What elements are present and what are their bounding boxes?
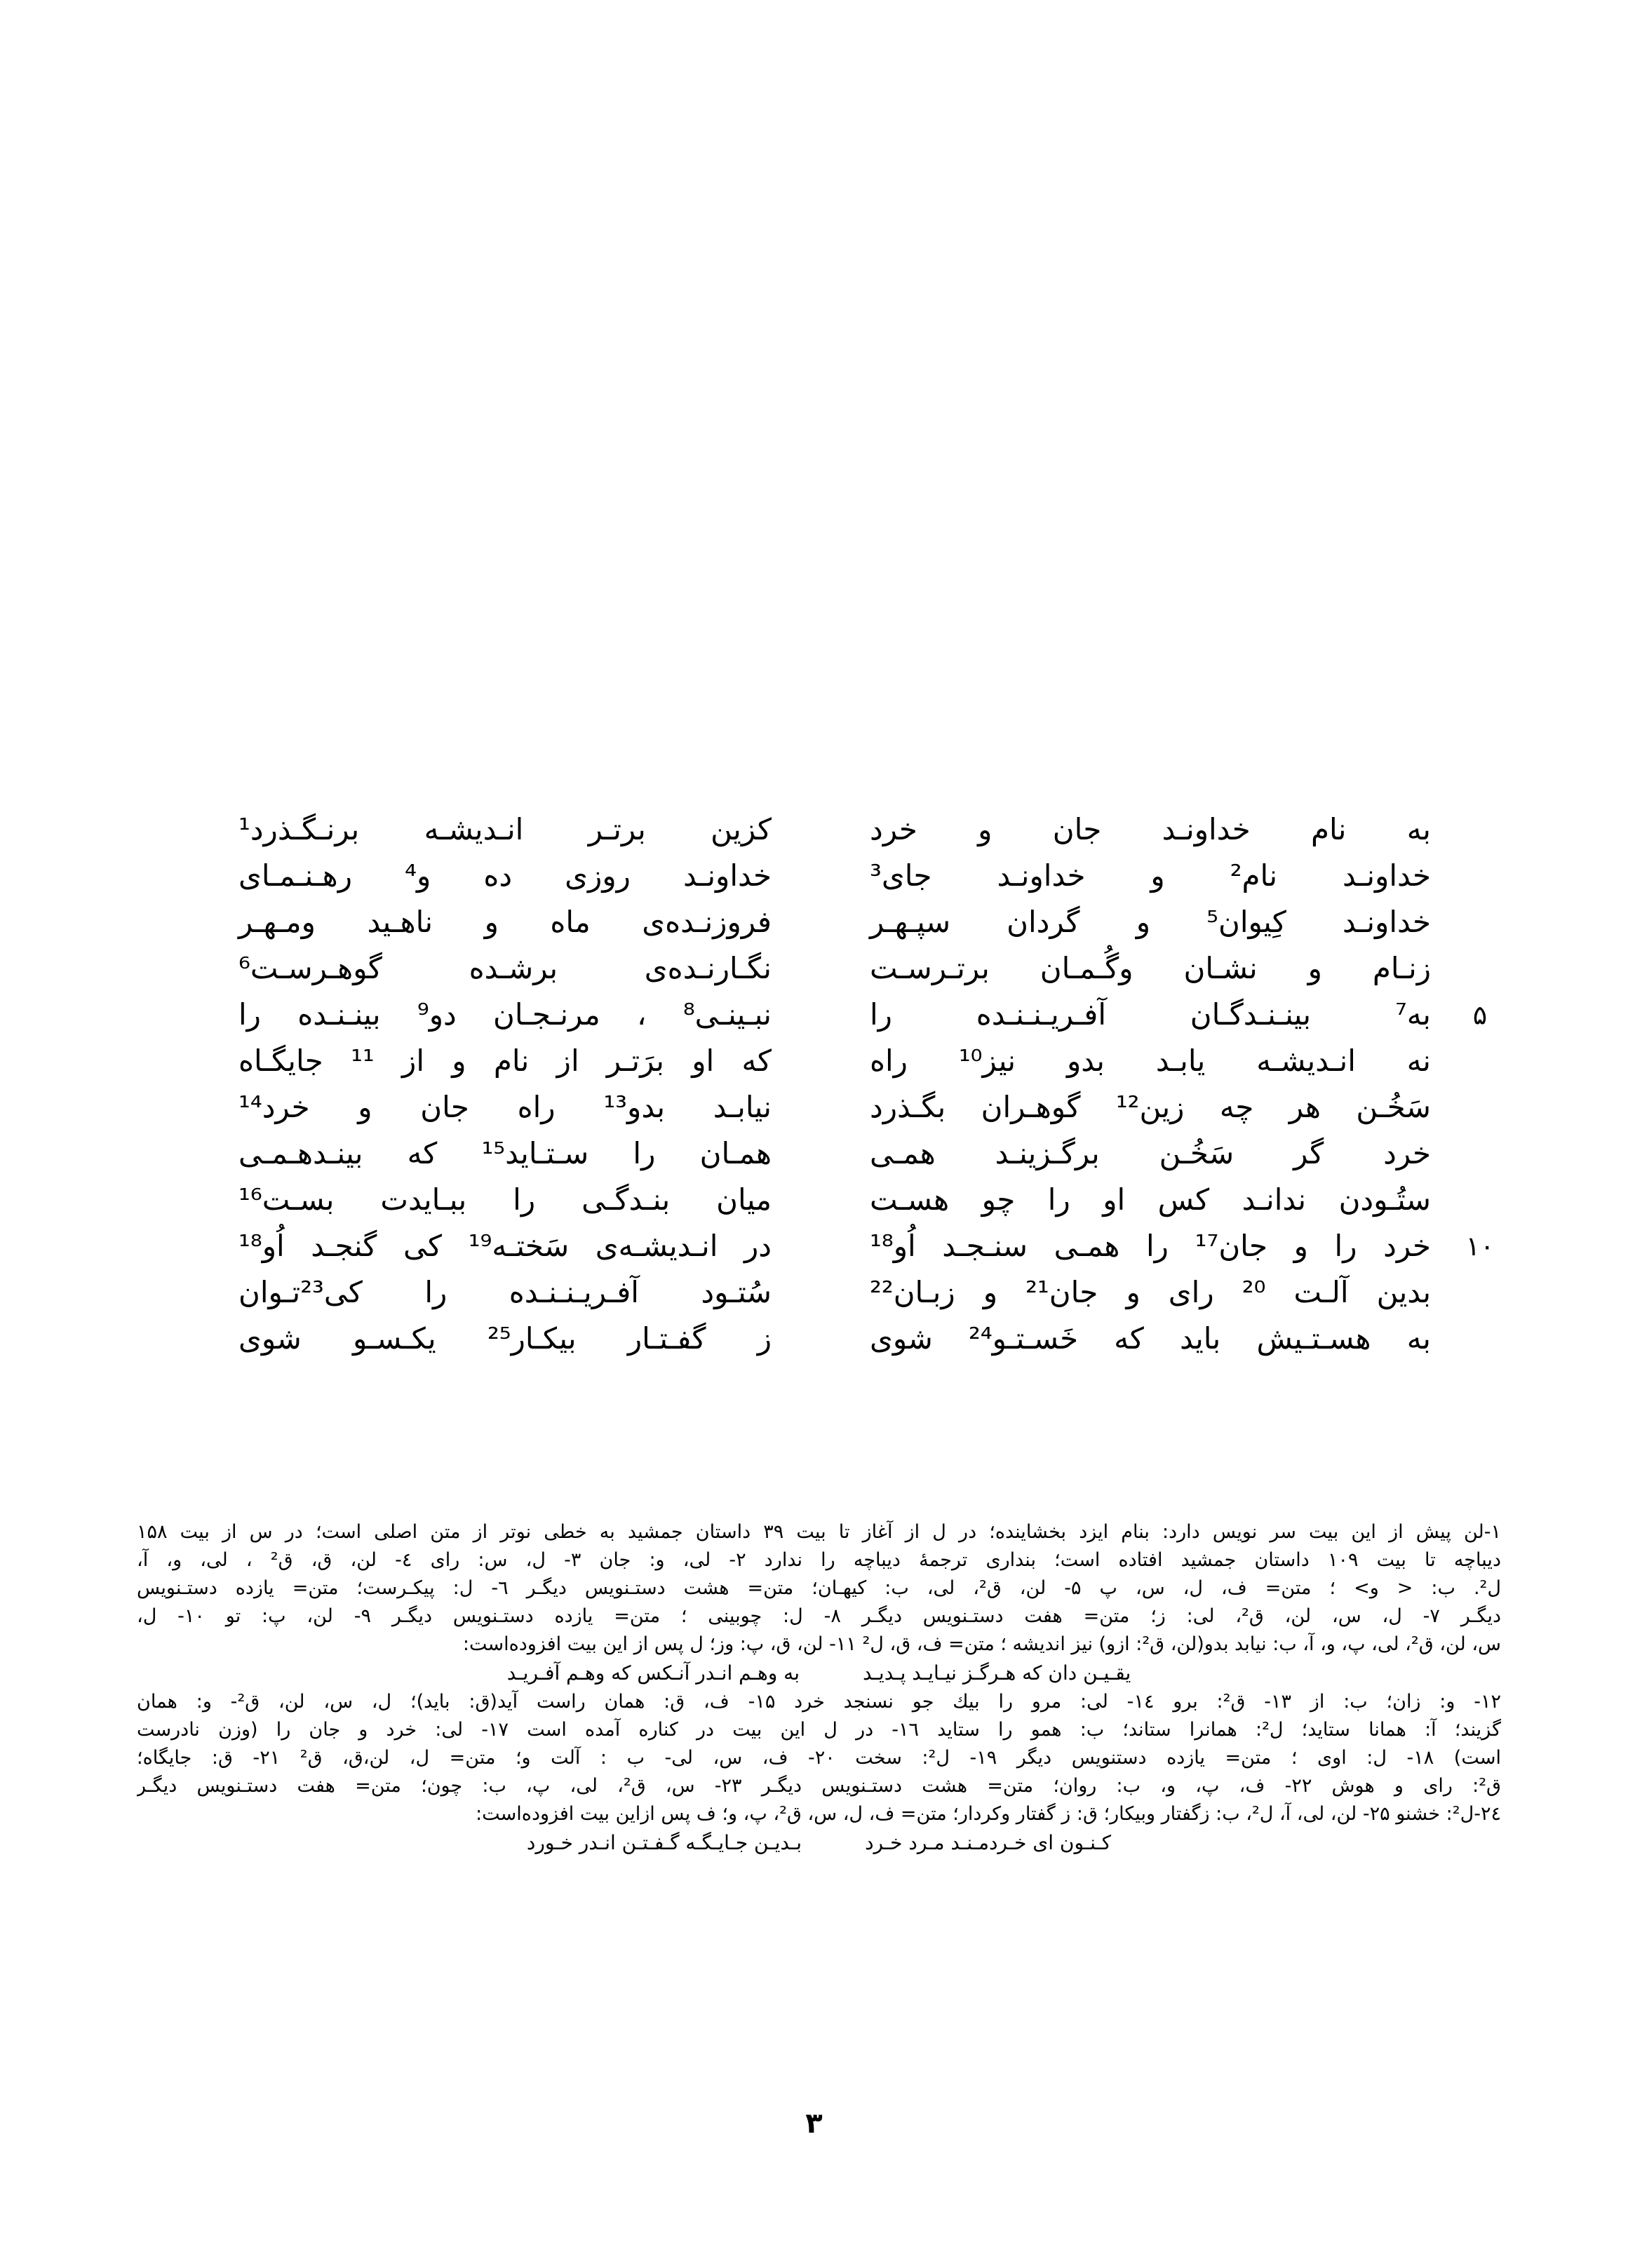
quoted-hemistich-right: یقـیـن دان که هـرگـز نیـایـد پـدیـد bbox=[863, 1661, 1131, 1685]
hemistich: به نام خداونـد جان و خرد bbox=[870, 812, 1431, 846]
right-hemistich-column bbox=[870, 806, 1495, 1362]
quoted-hemistich-left: بـدیـن جـایـگـه گـفـتـن انـدر خـورد bbox=[526, 1831, 802, 1854]
hemistich: سُتـود آفـریـنـنـده را کی²³تـوان bbox=[238, 1275, 772, 1309]
hemistich: فروزنـده‌ی ماه و ناهـید ومـهـر bbox=[238, 905, 772, 939]
hemistich: خداونـد نام² و خداونـد جای³ bbox=[870, 858, 1431, 893]
footnote-line: س، لن، ق²، لی، پ، و، آ، ب: نیابد بدو(لن، ق²: ازو) نیز اندیشه ؛ متن= ف، ق، ل² ۱۱- لن، ق، پ: وز؛ ل پس از این بیت افزوده‌است: bbox=[462, 1633, 1501, 1655]
hemistich: نگـارنـده‌ی برشـده گوهـرسـت⁶ bbox=[238, 951, 772, 985]
footnote-line: دیباچه تا بیت ۱۰۹ داستان جمشید افتاده است؛ بنداری ترجمهٔ دیباچه را ندارد ۲- لی، و: جان ۳- ل، س: رای ٤- لن، ق، ق² ، لی، و، آ، bbox=[137, 1549, 1501, 1571]
hemistich: خداونـد کِیوان⁵ و گردان سپـهـر bbox=[870, 905, 1431, 939]
poem-verses bbox=[238, 806, 1495, 1362]
verse-line-number: ۵ bbox=[1472, 999, 1488, 1030]
quoted-verse bbox=[137, 1828, 1501, 1858]
hemistich: نبـینـی⁸ ، مرنـجـان دو⁹ بینـنـده را bbox=[238, 997, 772, 1032]
footnote-line: ۱-لن پیش از این بیت سر نویس دارد: بنام ایزد بخشاینده؛ در ل از آغاز تا بیت ۳۹ داستان جمشید به خطی نوتر از متن اصلی است؛ در س از بیت ۱۵۸ bbox=[137, 1521, 1501, 1543]
hemistich: نیابـد بدو¹³ راه جان و خرد¹⁴ bbox=[238, 1090, 772, 1124]
page-number: ۳ bbox=[805, 2107, 823, 2140]
footnote-line: دیگـر ۷- ل، س، لن، ق²، لی: ز؛ متن= هفت دستـنویس دیگـر ۸- ل: چوبینی ؛ متن= یازده دستـنویس دیگـر ۹- لن، پ: تو ۱۰- ل، bbox=[137, 1605, 1501, 1627]
footnotes bbox=[137, 1518, 1501, 1858]
quoted-verse bbox=[137, 1659, 1501, 1688]
hemistich: نه انـدیشـه یابـد بدو نیز¹⁰ راه bbox=[870, 1044, 1431, 1078]
footnote-line: ل². ب: < و> ؛ متن= ف، ل، س، پ ۵- لن، ق²، لی، ب: کیهـان؛ متن= هشت دستـنویس دیگـر ٦- ل: پیکـرست؛ متن= یازده دستـنویس bbox=[137, 1577, 1501, 1599]
left-hemistich-column bbox=[238, 806, 772, 1362]
hemistich: زنـام و نشـان وگُـمـان برتـرسـت bbox=[870, 951, 1431, 985]
hemistich: در انـدیشـه‌ی سَختـه¹⁹ کی گنجـد اُو¹⁸ bbox=[238, 1229, 772, 1263]
footnote-line: ۱۲- و: زان؛ ب: از ۱۳- ق²: برو ١٤- لی: مرو را بیك جو نسنجد خرد ۱۵- ف، ق: همان راست آید(ق: باید)؛ ل، س، لن، ق²- و: همان bbox=[137, 1691, 1501, 1713]
hemistich: میان بنـدگـی را ببـایدت بسـت¹⁶ bbox=[238, 1182, 772, 1217]
hemistich: ستُـودن ندانـد کس او را چو هسـت bbox=[870, 1182, 1431, 1217]
hemistich: ۵ به⁷ بینـنـدگـان آفـریـنـنـده را bbox=[870, 992, 1431, 1038]
hemistich: که او برَتـر از نام و از ¹¹ جایگـاه bbox=[238, 1044, 772, 1078]
hemistich: سَخُـن هر چه زین¹² گوهـران بگـذرد bbox=[870, 1090, 1431, 1124]
hemistich: خرد گر سَخُـن برگـزینـد همـی bbox=[870, 1136, 1431, 1170]
verse-line-number: ۱۰ bbox=[1465, 1231, 1495, 1262]
hemistich: کزین برتـر انـدیشـه برنـگـذرد¹ bbox=[238, 812, 772, 846]
quoted-hemistich-left: به وهـم انـدر آنـکس که وهـم آفـریـد bbox=[506, 1661, 800, 1685]
hemistich: بدین آلـت ²⁰ رای و جان²¹ و زبـان²² bbox=[870, 1275, 1432, 1309]
hemistich: خداونـد روزی ده و⁴ رهـنـمـای bbox=[238, 858, 772, 893]
footnote-line: ق²: رای و هوش ۲۲- ف، پ، و، ب: روان؛ متن= هشت دستـنویس دیگـر ۲۳- س، ق²، لی، پ، ب: چون؛ متن= هفت دستـنویس دیگـر bbox=[137, 1775, 1501, 1797]
hemistich: ۱۰ خرد را و جان¹⁷ را همـی سنـجـد اُو¹⁸ bbox=[870, 1223, 1431, 1269]
footnote-line: گزیند؛ آ: همانا ستاید؛ ل²: همانرا ستاند؛ ب: همو را ستاید ١٦- در ل این بیت در کناره آمده است ۱۷- لی: خرد و جان را (وزن نادرست bbox=[137, 1719, 1501, 1741]
hemistich: ز گفـتـار بیکـار²⁵ یکـسـو شوی bbox=[238, 1321, 772, 1356]
footnote-line: است) ۱۸- ل: اوی ؛ متن= یازده دستنویس دیگر ۱۹- ل²: سخت ۲۰- ف، س، لی- ب : آلت و؛ متن= ل، لن،ق، ق² ۲۱- ق: جایگاه؛ bbox=[137, 1747, 1501, 1769]
hemistich: به هسـتـیش باید که خَسـتـو²⁴ شوی bbox=[870, 1321, 1431, 1356]
hemistich: همـان را سـتـاید¹⁵ که بینـدهـمـی bbox=[238, 1136, 772, 1170]
footnote-line: ۲٤-ل²: خشنو ۲۵- لن، لی، آ، ل²، ب: زگفتار وبیکار؛ ق: ز گفتار وکردار؛ متن= ف، ل، س، ق²، پ، و؛ ف پس ازاین بیت افزوده‌است: bbox=[476, 1803, 1501, 1825]
quoted-hemistich-right: کـنـون ای خـردمـنـد مـرد خـرد bbox=[865, 1831, 1112, 1854]
